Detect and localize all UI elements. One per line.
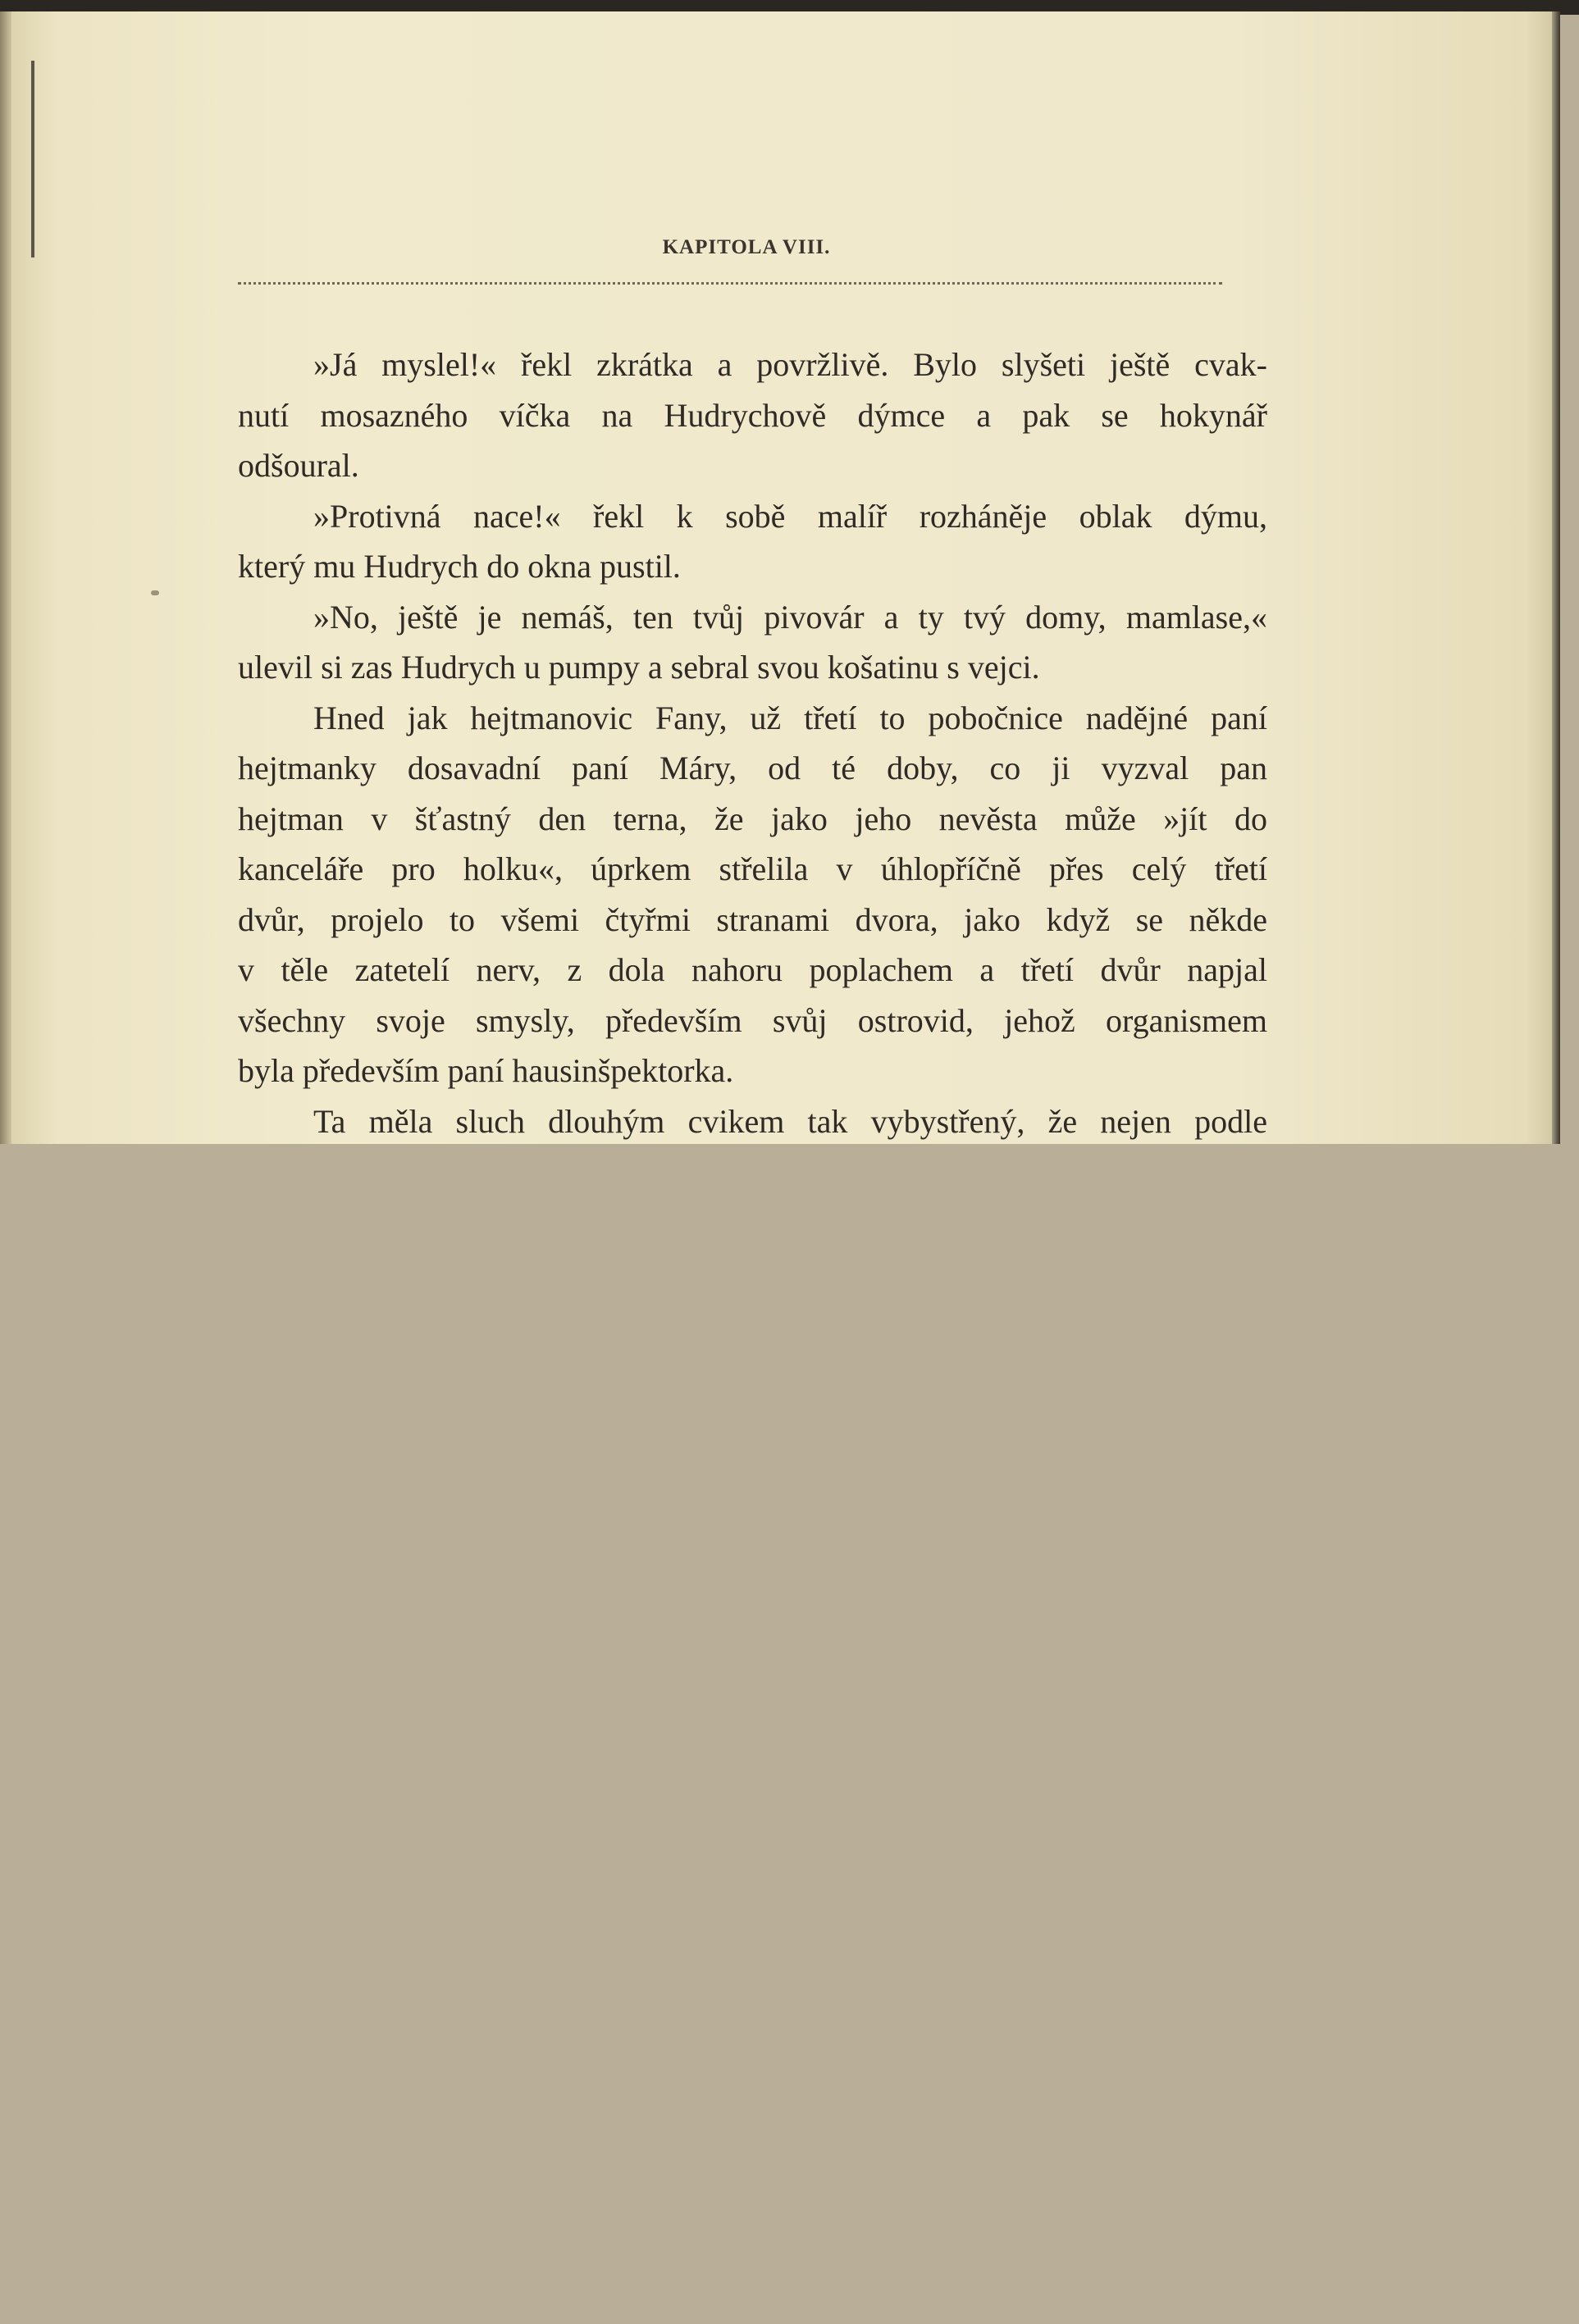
text-line: který mu Hudrych do okna pustil. [238,548,681,585]
text-line: Hned jak hejtmanovic Fany, už třetí to pobočnice nadějné paní [313,699,1267,736]
text-line: kanceláře pro holku«, úprkem střelila v úhlopříčně přes celý třetí [238,850,1267,887]
page-binding-edge [0,11,11,1144]
text-line: »Já myslel!« řekl zkrátka a povržlivě. Bylo slyšeti ještě cvak- [313,346,1267,383]
text-line: ulevil si zas Hudrych u pumpy a sebral svou košatinu s vejci. [238,649,1040,686]
text-line: v těle zatetelí nerv, z dola nahoru poplachem a třetí dvůr napjal [238,951,1267,988]
body-text [238,339,1267,1144]
paragraph [238,592,1267,693]
text-line: odšoural. [238,447,359,484]
paper-speck [151,590,159,595]
book-page [0,11,1560,1144]
paragraph [238,339,1267,491]
binding-shadow-line [31,61,34,257]
text-line: hejtman v šťastný den terna, že jako jeho nevěsta může »jít do [238,800,1267,837]
header-rule [238,282,1222,285]
text-line: všechny svoje smysly, především svůj ostrovid, jehož organismem [238,1001,1267,1039]
paragraph [238,1096,1267,1145]
text-line: »Protivná nace!« řekl k sobě malíř rozháněje oblak dýmu, [313,497,1267,535]
text-line: nutí mosazného víčka na Hudrychově dýmce a pak se hokynář [238,396,1267,434]
page-right-edge [1552,11,1560,1144]
text-line: Ta měla sluch dlouhým cvikem tak vybystřený, že nejen podle [313,1102,1267,1140]
text-line: byla především paní hausinšpektorka. [238,1052,734,1089]
paragraph [238,693,1267,1096]
text-line: dvůr, projelo to všemi čtyřmi stranami dvora, jako když se někde [238,900,1267,938]
text-line: »No, ještě je nemáš, ten tvůj pivovár a ty tvý domy, mamlase,« [313,598,1267,636]
text-line: hejtmanky dosavadní paní Máry, od té doby, co ji vyzval pan [238,750,1267,786]
paragraph [238,491,1267,592]
chapter-header: KAPITOLA VIII. [662,236,831,258]
